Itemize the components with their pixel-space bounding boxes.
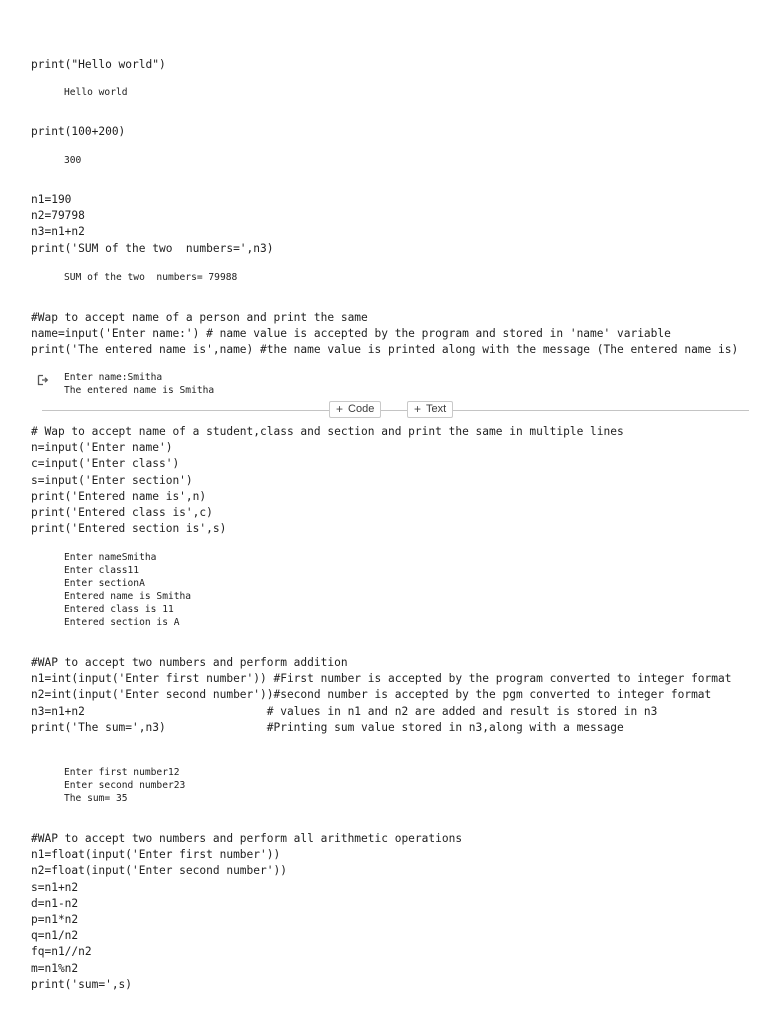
code-line: print('SUM of the two numbers=',n3) — [31, 241, 274, 255]
code-line: n1=float(input('Enter first number')) — [31, 848, 281, 862]
output-line: The entered name is Smitha — [64, 385, 215, 396]
add-text-label: Text — [426, 403, 447, 415]
code-line: q=n1/n2 — [31, 929, 79, 943]
code-cell-student[interactable] — [31, 424, 624, 537]
code-cell-hello[interactable] — [31, 57, 166, 73]
code-line: fq=n1//n2 — [31, 945, 92, 959]
output-cell-addition — [64, 766, 185, 805]
code-line: n2=int(input('Enter second number'))#second number is accepted by the pgm converted to integer format — [31, 688, 712, 702]
output-line: Entered name is Smitha — [64, 591, 192, 602]
output-line: Enter nameSmitha — [64, 552, 157, 563]
add-code-cell-button[interactable] — [329, 401, 381, 418]
code-line: print('The entered name is',name) #the name value is printed along with the message (The entered name is) — [31, 343, 739, 357]
code-line: n=input('Enter name') — [31, 441, 173, 455]
output-line: Entered class is 11 — [64, 604, 174, 615]
code-cell-addition[interactable] — [31, 655, 732, 736]
code-line: n3=n1+n2 # values in n1 and n2 are added and result is stored in n3 — [31, 704, 658, 718]
code-line: n2=float(input('Enter second number')) — [31, 864, 287, 878]
output-line: SUM of the two numbers= 79988 — [64, 272, 238, 283]
code-line: #WAP to accept two numbers and perform all arithmetic operations — [31, 832, 463, 845]
code-line: print('Entered class is',c) — [31, 506, 213, 520]
code-line: s=input('Enter section') — [31, 473, 193, 487]
code-line: print('The sum=',n3) #Printing sum value stored in n3,along with a message — [31, 720, 624, 734]
code-line: n1=int(input('Enter first number')) #First number is accepted by the program converted to integer format — [31, 672, 732, 686]
code-line: name=input('Enter name:') # name value is accepted by the program and stored in 'name' variable — [31, 327, 671, 341]
output-line: 300 — [64, 155, 82, 166]
code-line: #WAP to accept two numbers and perform addition — [31, 656, 348, 669]
output-cell-sum — [64, 271, 237, 284]
cell-divider — [42, 410, 749, 411]
code-line: s=n1+n2 — [31, 880, 79, 894]
code-line: print(100+200) — [31, 125, 126, 138]
output-cell-student — [64, 551, 191, 629]
add-code-label: Code — [348, 403, 375, 415]
output-line: The sum= 35 — [64, 793, 128, 804]
output-line: Enter name:Smitha — [64, 372, 163, 383]
code-line: p=n1*n2 — [31, 913, 79, 927]
plus-icon: + — [336, 402, 344, 416]
output-line: Enter class11 — [64, 565, 140, 576]
output-action-icon[interactable] — [37, 374, 49, 386]
output-line: Entered section is A — [64, 617, 180, 628]
code-line: c=input('Enter class') — [31, 457, 180, 471]
output-cell-add — [64, 154, 81, 167]
code-line: print('Entered section is',s) — [31, 522, 227, 536]
code-line: d=n1-n2 — [31, 896, 79, 910]
code-line: n2=79798 — [31, 209, 85, 223]
code-line: print("Hello world") — [31, 58, 166, 71]
code-line: # Wap to accept name of a student,class and section and print the same in multiple lines — [31, 425, 624, 438]
code-line: m=n1%n2 — [31, 961, 79, 975]
add-text-cell-button[interactable] — [407, 401, 453, 418]
code-cell-sum[interactable] — [31, 192, 273, 257]
output-cell-name-input — [64, 371, 214, 397]
code-line: #Wap to accept name of a person and print the same — [31, 311, 368, 324]
code-cell-add[interactable] — [31, 124, 125, 140]
code-line: print('sum=',s) — [31, 977, 133, 990]
output-line: Enter sectionA — [64, 578, 145, 589]
output-line: Enter first number12 — [64, 767, 180, 778]
output-line: Hello world — [64, 87, 128, 98]
code-line: print('Entered name is',n) — [31, 489, 207, 503]
output-cell-hello — [64, 86, 128, 99]
output-line: Enter second number23 — [64, 780, 186, 791]
code-line: n1=190 — [31, 193, 72, 206]
plus-icon: + — [414, 402, 422, 416]
code-cell-arithmetic[interactable] — [31, 831, 462, 990]
code-line: n3=n1+n2 — [31, 225, 85, 239]
code-cell-name-input[interactable] — [31, 310, 738, 359]
